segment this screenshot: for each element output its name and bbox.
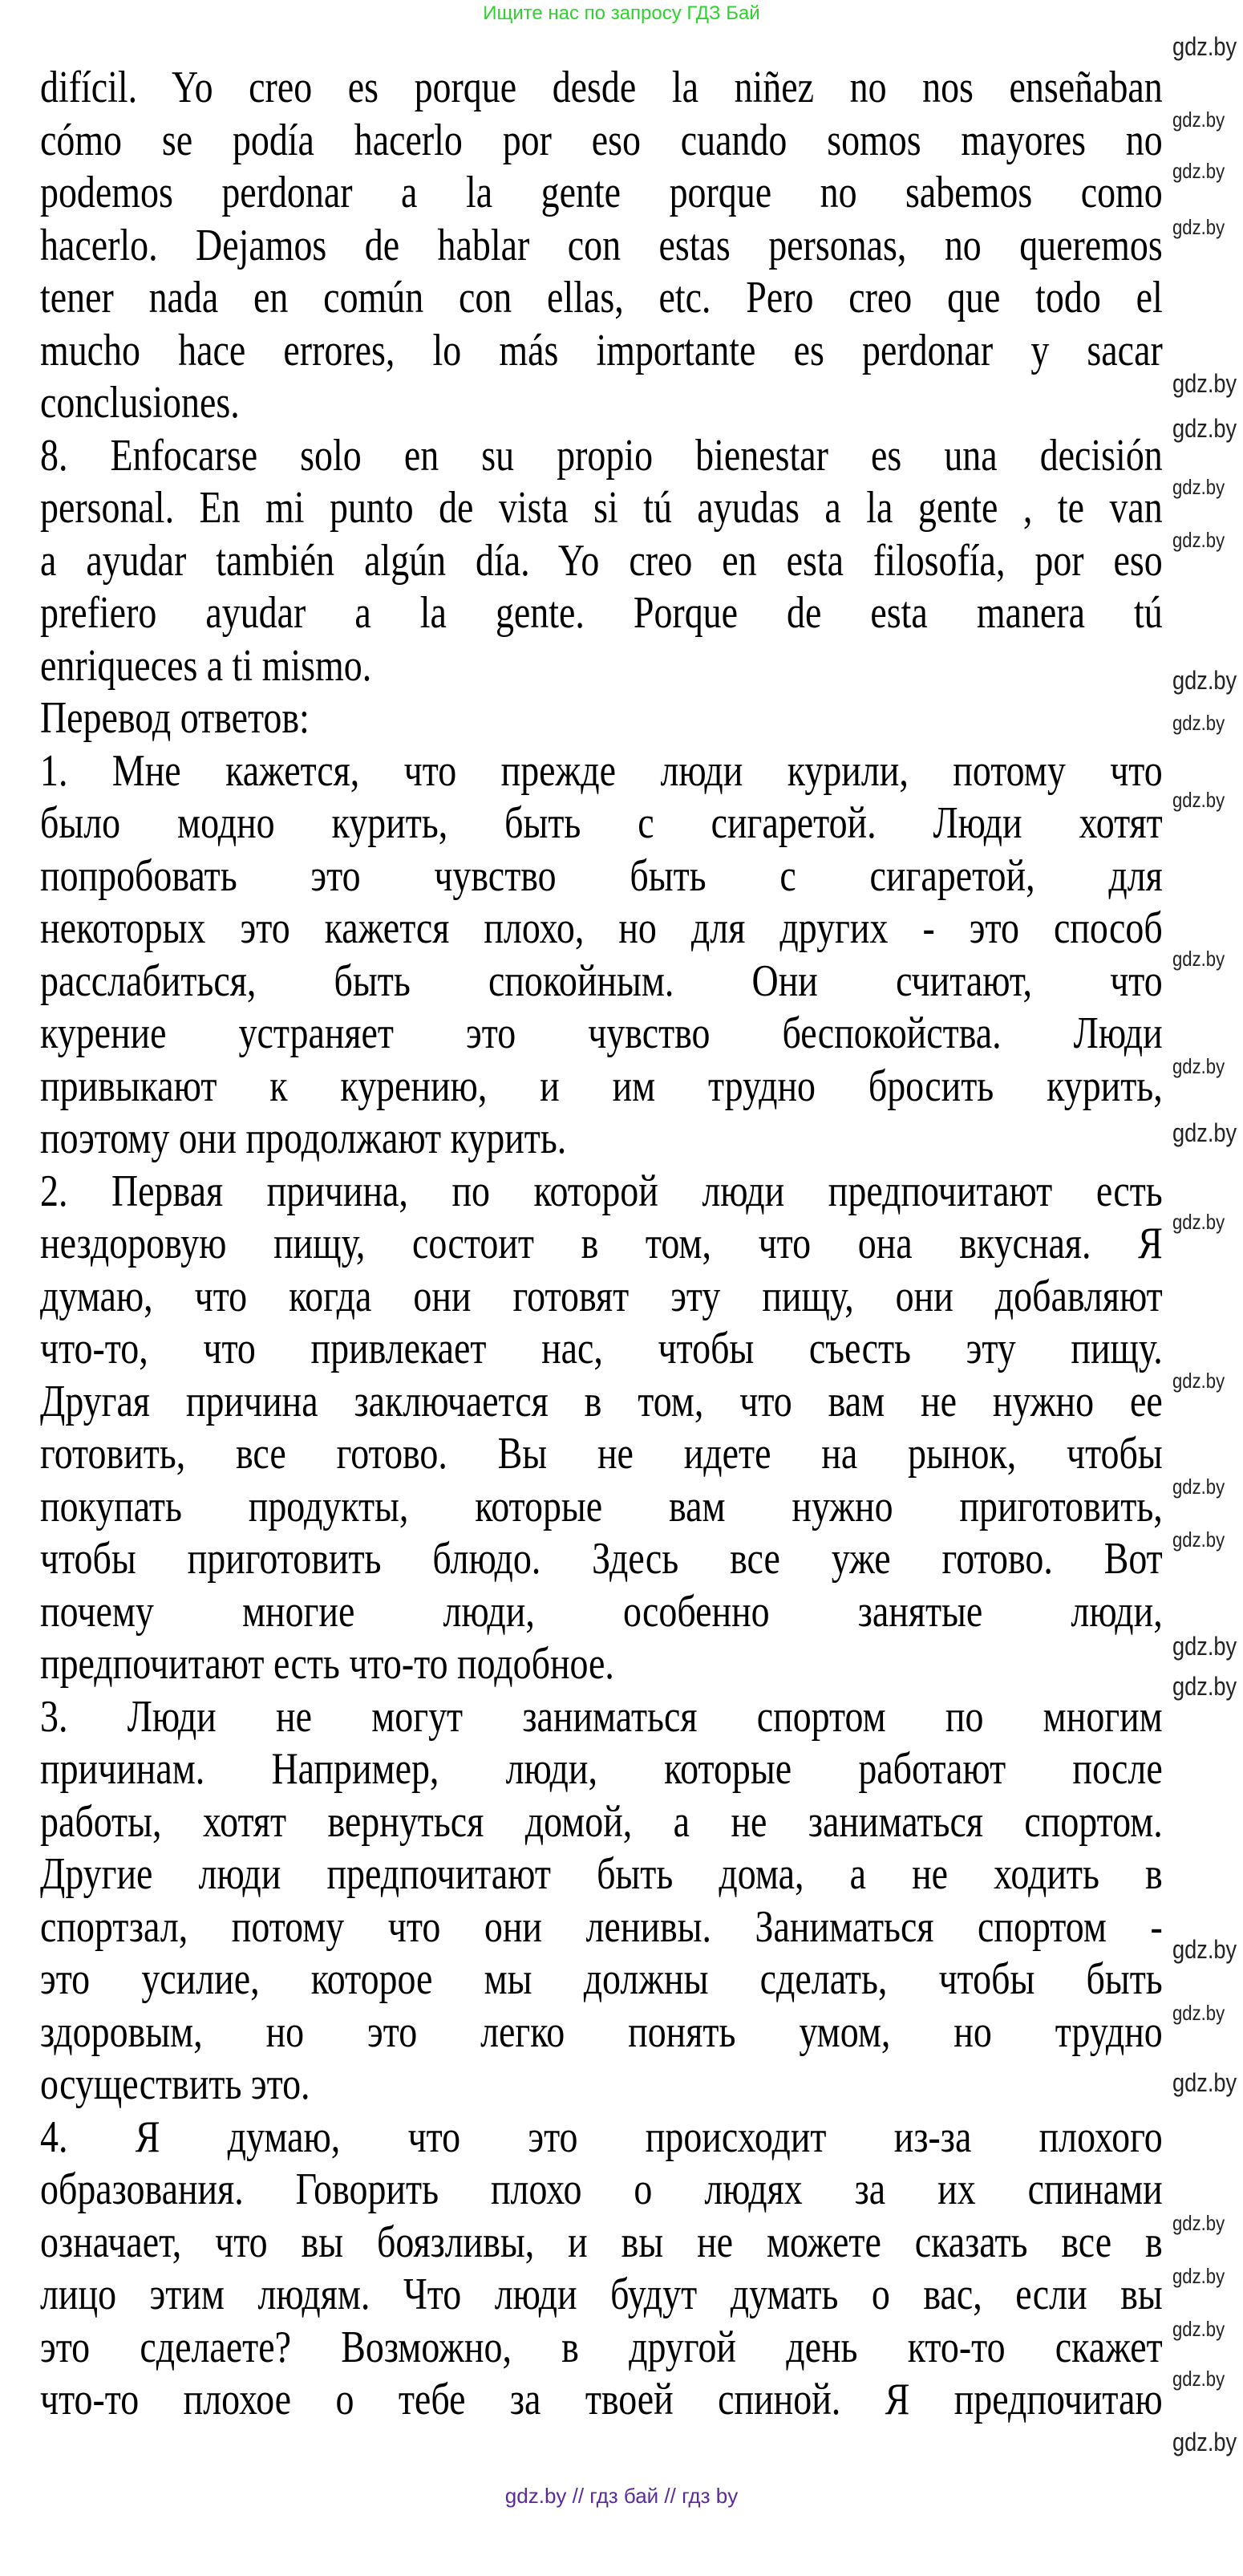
text-line: думаю, что когда они готовят эту пищу, они добавляют bbox=[40, 1271, 1163, 1321]
text-line: привыкают к курению, и им трудно бросить курить, bbox=[40, 1061, 1163, 1111]
watermark-text: gdz.by bbox=[1172, 666, 1237, 695]
watermark-text: gdz.by bbox=[1172, 1672, 1237, 1701]
watermark-text: gdz.by bbox=[1172, 711, 1225, 735]
text-line: personal. En mi punto de vista si tú ayudas a la gente , te van bbox=[40, 483, 1163, 533]
text-line: enriqueces a ti mismo. bbox=[40, 640, 372, 691]
watermark-text: gdz.by bbox=[1172, 2211, 1225, 2235]
text-line: лицо этим людям. Что люди будут думать о вас, если вы bbox=[40, 2270, 1163, 2319]
text-line: 1. Мне кажется, что прежде люди курили, потому что bbox=[40, 745, 1163, 796]
text-line: работы, хотят вернуться домой, а не заниматься спортом. bbox=[40, 1796, 1163, 1847]
text-line: prefiero ayudar a la gente. Porque de esta manera tú bbox=[40, 588, 1163, 638]
text-line: было модно курить, быть с сигаретой. Люди хотят bbox=[40, 798, 1163, 848]
watermark-text: gdz.by bbox=[1172, 159, 1225, 183]
text-line: осуществить это. bbox=[40, 2059, 310, 2109]
text-line: образования. Говорить плохо о людях за их спинами bbox=[40, 2164, 1163, 2214]
text-line: a ayudar también algún día. Yo creo en esta filosofía, por eso bbox=[40, 535, 1163, 586]
watermark-text: gdz.by bbox=[1172, 1527, 1225, 1552]
watermark-text: gdz.by bbox=[1172, 2264, 1225, 2288]
watermark-text: gdz.by bbox=[1172, 2068, 1237, 2097]
text-line: готовить, все готово. Вы не идете на рынок, чтобы bbox=[40, 1429, 1163, 1479]
header-banner: Ищите нас по запросу ГДЗ Бай bbox=[483, 2, 760, 24]
text-line: спортзал, потому что они ленивы. Заниматься спортом - bbox=[40, 1901, 1163, 1952]
text-line: 3. Люди не могут заниматься спортом по многим bbox=[40, 1691, 1163, 1742]
watermark-text: gdz.by bbox=[1172, 414, 1237, 443]
watermark-text: gdz.by bbox=[1172, 2317, 1225, 2341]
text-line: Другие люди предпочитают быть дома, а не ходить в bbox=[40, 1849, 1163, 1899]
watermark-text: gdz.by bbox=[1172, 1054, 1225, 1078]
watermark-text: gdz.by bbox=[1172, 215, 1225, 239]
text-line: 8. Enfocarse solo en su propio bienestar es una decisión bbox=[40, 430, 1163, 481]
text-line: difícil. Yo creo es porque desde la niñez no nos enseñaban bbox=[40, 63, 1163, 112]
watermark-text: gdz.by bbox=[1172, 369, 1237, 398]
text-line: Перевод ответов: bbox=[40, 693, 310, 743]
text-line: что-то плохое о тебе за твоей спиной. Я предпочитаю bbox=[40, 2375, 1163, 2424]
watermark-text: gdz.by bbox=[1172, 2001, 1225, 2025]
text-line: некоторых это кажется плохо, но для других - это способ bbox=[40, 903, 1163, 953]
watermark-text: gdz.by bbox=[1172, 1210, 1225, 1234]
watermark-text: gdz.by bbox=[1172, 32, 1237, 61]
text-line: нездоровую пищу, состоит в том, что она вкусная. Я bbox=[40, 1219, 1163, 1268]
text-line: это усилие, которое мы должны сделать, чтобы быть bbox=[40, 1954, 1163, 2004]
text-line: cómo se podía hacerlo por eso cuando somos mayores no bbox=[40, 115, 1163, 165]
text-line: что-то, что привлекает нас, чтобы съесть эту пищу. bbox=[40, 1324, 1163, 1373]
watermark-text: gdz.by bbox=[1172, 947, 1225, 971]
watermark-text: gdz.by bbox=[1172, 528, 1225, 552]
watermark-text: gdz.by bbox=[1172, 1632, 1237, 1661]
text-line: покупать продукты, которые вам нужно приготовить, bbox=[40, 1481, 1163, 1531]
text-line: поэтому они продолжают курить. bbox=[40, 1114, 567, 1163]
text-line: предпочитают есть что-то подобное. bbox=[40, 1639, 614, 1689]
text-line: чтобы приготовить блюдо. Здесь все уже готово. Вот bbox=[40, 1534, 1163, 1584]
text-line: курение устраняет это чувство беспокойства. Люди bbox=[40, 1008, 1163, 1058]
watermark-text: gdz.by bbox=[1172, 2428, 1237, 2456]
watermark-text: gdz.by bbox=[1172, 108, 1225, 132]
watermark-text: gdz.by bbox=[1172, 1118, 1237, 1147]
text-line: 2. Первая причина, по которой люди предпочитают есть bbox=[40, 1166, 1163, 1216]
text-line: 4. Я думаю, что это происходит из-за плохого bbox=[40, 2112, 1163, 2162]
text-line: Другая причина заключается в том, что вам не нужно ее bbox=[40, 1376, 1163, 1426]
text-line: это сделаете? Возможно, в другой день кто-то скажет bbox=[40, 2322, 1163, 2372]
text-line: причинам. Например, люди, которые работают после bbox=[40, 1744, 1163, 1794]
watermark-text: gdz.by bbox=[1172, 1369, 1225, 1393]
text-line: mucho hace errores, lo más importante es perdonar y sacar bbox=[40, 325, 1163, 375]
watermark-text: gdz.by bbox=[1172, 788, 1225, 812]
watermark-text: gdz.by bbox=[1172, 2367, 1225, 2391]
text-line: почему многие люди, особенно занятые люди, bbox=[40, 1586, 1163, 1637]
text-line: расслабиться, быть спокойным. Они считают, что bbox=[40, 955, 1163, 1006]
text-line: conclusiones. bbox=[40, 378, 240, 428]
text-line: tener nada en común con ellas, etc. Pero creo que todo el bbox=[40, 273, 1163, 323]
text-line: hacerlo. Dejamos de hablar con estas personas, no queremos bbox=[40, 220, 1163, 270]
watermark-text: gdz.by bbox=[1172, 1935, 1237, 1964]
text-line: здоровым, но это легко понять умом, но трудно bbox=[40, 2006, 1163, 2057]
document-body bbox=[40, 62, 1163, 2427]
text-line: означает, что вы боязливы, и вы не можете сказать все в bbox=[40, 2217, 1163, 2267]
text-line: podemos perdonar a la gente porque no sabemos como bbox=[40, 168, 1163, 217]
footer-banner: gdz.by // гдз бай // гдз by bbox=[504, 2484, 739, 2508]
watermark-text: gdz.by bbox=[1172, 475, 1225, 499]
text-line: попробовать это чувство быть с сигаретой, для bbox=[40, 850, 1163, 901]
watermark-text: gdz.by bbox=[1172, 1475, 1225, 1499]
